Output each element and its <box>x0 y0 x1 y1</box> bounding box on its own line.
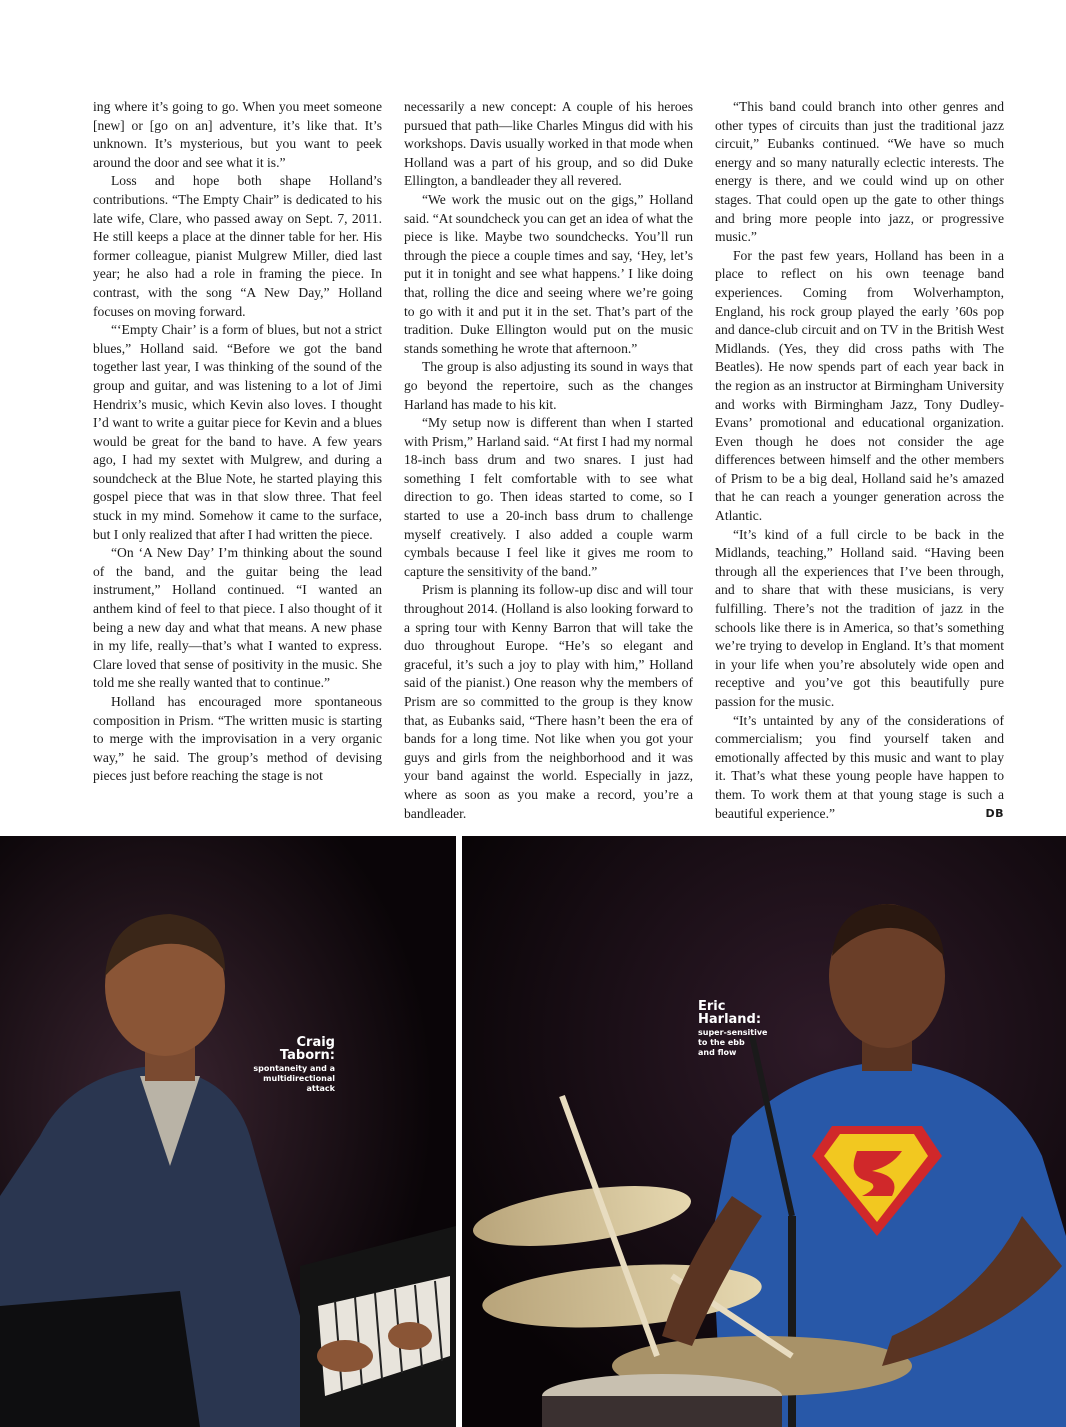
column-3 <box>715 98 1004 821</box>
caption-name: Harland: <box>698 1012 762 1027</box>
paragraph: “My setup now is different than when I started with Prism,” Harland said. “At first I had my normal 18-inch bass drum and two snares. I just had something I felt comfortable with to see what direction to go. Then ideas started to come, so I started to use a 20-inch bass drum to challenge myself creatively. I also added a couple warm cymbals because I feel like it gives me room to capture the sensitivity of the band.” <box>404 415 693 579</box>
paragraph-last <box>715 712 1004 824</box>
drummer-illustration <box>462 836 1066 1427</box>
caption-description <box>698 1028 808 1058</box>
paragraph: “‘Empty Chair’ is a form of blues, but not a strict blues,” Holland said. “Before we got the band together last year, I was thinking of the sound of the group and guitar, and was listening to a lot of Jimi Hendrix’s music, which Kevin also loves. I thought I’d want to write a guitar piece for Kevin and a blues would be great for the band to have. A few years ago, I had my sextet with Mulgrew, and during a soundcheck at the Blue Note, he started playing this gospel piece that was in that slow three. That feel stuck in my mind. Somehow it came to the surface, but I only realized that after I had written the piece. <box>93 322 382 542</box>
caption-line: to the ebb <box>698 1038 745 1047</box>
caption-line: multidirectional <box>263 1074 335 1083</box>
paragraph: “It’s kind of a full circle to be back in the Midlands, teaching,” Holland said. “Having been through all the experiences that I’ve been through, and to share that with these musicians, is very fulfilling. There’s not the tradition of jazz in the schools like there is in America, so that’s something we’re trying to develop in England. It’s that moment in your life when you’re absolutely wide open and receptive and you’ve got this beautifully pure passion for the music. <box>715 526 1004 709</box>
article-body <box>93 98 1005 821</box>
paragraph: Prism is planning its follow-up disc and will tour throughout 2014. (Holland is also looking forward to a spring tour with Kenny Barron that will take the duo throughout Europe. “He’s so elegant and graceful, it’s such a joy to play with him,” Holland said of the pianist.) One reason why the members of Prism are so committed to the group is they know that, as Eubanks said, “There hasn’t been the era of bands for a long time. Not like when you got your guys and girls from the neighborhood and it was your band against the world. Especially in jazz, where as soon as you make a record, you’re a bandleader. <box>404 582 693 821</box>
column-1 <box>93 98 382 818</box>
paragraph: ing where it’s going to go. When you meet someone [new] or [go on an] adventure, it’s like that. It’s unknown. It’s mysterious, but you want to peek around the door and see what it is.” <box>93 99 382 170</box>
caption-name: Craig <box>296 1035 335 1050</box>
paragraph: Loss and hope both shape Holland’s contributions. “The Empty Chair” is dedicated to his late wife, Clare, who passed away on Sept. 7, 2011. He still keeps a place at the dinner table for her. His former colleague, pianist Mulgrew Miller, died last year; he also had a role in framing the piece. In contrast, with the song “A New Day,” Holland focuses on moving forward. <box>93 173 382 319</box>
caption-name: Eric <box>698 999 726 1014</box>
photo-strip <box>0 836 1066 1427</box>
caption-line: spontaneity and a <box>253 1064 335 1073</box>
photo-caption-right <box>698 1000 808 1058</box>
paragraph: For the past few years, Holland has been in a place to reflect on his own teenage band experiences. Coming from Wolverhampton, England, his rock group played the early ’60s pop and dance-club circuit and on TV in the British West Midlands. (Yes, they did cross paths with The Beatles). He now spends part of each year back in the region as an instructor at Birmingham University and works with Birmingham Jazz, Tony Dudley-Evans’ promotional and educational organization. Even though he does not consider the age differences between himself and the other members of Prism to be a big deal, Holland said he’s amazed that he can reach a younger generation across the Atlantic. <box>715 247 1004 524</box>
paragraph: The group is also adjusting its sound in ways that go beyond the repertoire, such as the changes Harland has made to his kit. <box>404 359 693 412</box>
paragraph: “On ‘A New Day’ I’m thinking about the sound of the band, and the guitar being the lead instrument,” Holland continued. “I wanted an anthem kind of feel to that piece. I also thought of it being a new day and what that means. A new phase in my life, really—that’s what I wanted to express. Clare loved that sense of positivity in the music. She told me she really wanted that to continue.” <box>93 545 382 691</box>
paragraph: “This band could branch into other genres and other types of circuits than just the traditional jazz circuit,” Eubanks continued. “We have so much energy and so many naturally eclectic interests. The energy is there, and we could wind up on other stages. That could open up the gate to other things and bring more people into jazz, or progressive music.” <box>715 99 1004 245</box>
caption-line: super-sensitive <box>698 1028 768 1037</box>
pianist-illustration <box>0 836 456 1427</box>
paragraph: Holland has encouraged more spontaneous composition in Prism. “The written music is starting to merge with the improvisation in a very organic way,” he said. The group’s method of devising pieces just before reaching the stage is not <box>93 694 382 784</box>
photo-caption-left <box>230 1036 335 1094</box>
paragraph-text: “It’s untainted by any of the considerations of commercialism; you find yourself taken and emotionally affected by this music and want to play it. That’s what these young people have happen to them. To work them at that young stage is such a beautiful experience.” <box>715 712 1004 821</box>
caption-line: and flow <box>698 1048 737 1057</box>
paragraph: “We work the music out on the gigs,” Holland said. “At soundcheck you can get an idea of what the piece is like. Maybe two soundchecks. You’ll run through the piece a couple times and say, ‘Hey, let’s put it in tonight and see what happens.’ I like doing that, rolling the dice and seeing where we’re going to go with it and put it in the set. That’s part of the tradition. Duke Ellington would put on the music stands something he wrote that afternoon.” <box>404 191 693 356</box>
caption-name: Taborn: <box>279 1048 335 1063</box>
end-mark: DB <box>985 806 1004 820</box>
caption-description <box>230 1064 335 1094</box>
pianist-photo <box>0 836 456 1427</box>
drummer-photo <box>462 836 1066 1427</box>
column-2 <box>404 98 693 821</box>
caption-line: attack <box>306 1084 335 1093</box>
paragraph: necessarily a new concept: A couple of his heroes pursued that path—like Charles Mingus did with his workshops. Davis usually worked in that mode when Holland was a part of his group, and so did Duke Ellington, a bandleader they all revered. <box>404 99 693 189</box>
